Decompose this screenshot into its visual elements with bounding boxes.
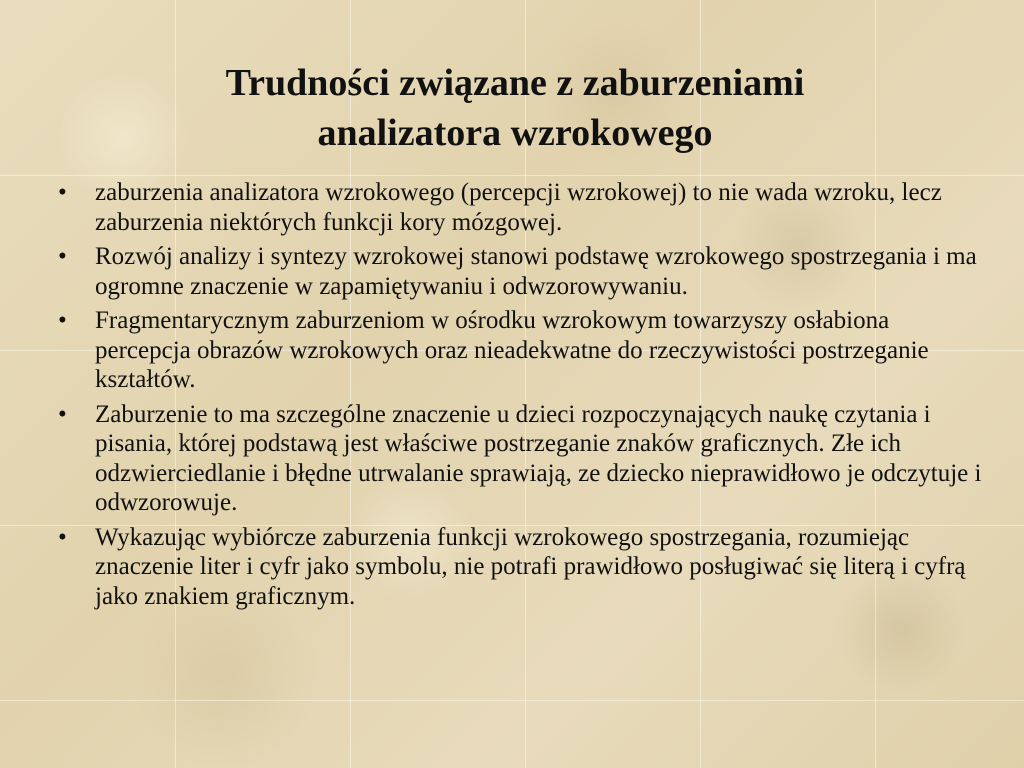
bullet-marker: • [58, 523, 67, 551]
bullet-text: Rozwój analizy i syntezy wzrokowej stanowi podstawę wzrokowego spostrzegania i ma ogromne znaczenie w zapamiętywaniu i odwzorowywaniu. [95, 243, 977, 300]
bullet-marker: • [58, 400, 67, 428]
bullet-marker: • [58, 243, 67, 270]
bullet-item [58, 242, 988, 301]
background-tile-seam [0, 700, 1024, 701]
bullet-item [58, 306, 988, 395]
bullet-marker: • [58, 179, 67, 206]
bullet-list [58, 178, 988, 616]
bullet-text: Wykazując wybiórcze zaburzenia funkcji wzrokowego spostrzegania, rozumiejąc znaczenie liter i cyfr jako symbolu, nie potrafi prawidłowo posługiwać się literą i cyfrą jako znakiem graficznym. [95, 523, 966, 610]
slide-title-line: Trudności związane z zaburzeniami [225, 62, 805, 104]
bullet-text: Fragmentarycznym zaburzeniom w ośrodku wzrokowym towarzyszy osłabiona percepcja obrazów wzrokowych oraz nieadekwatne do rzeczywistości postrzeganie kształtów. [95, 307, 929, 393]
bullet-item [58, 178, 988, 237]
slide-title [60, 58, 970, 158]
bullet-text: Zaburzenie to ma szczególne znaczenie u dzieci rozpoczynających naukę czytania i pisania, której podstawą jest właściwe postrzeganie znaków graficznych. Złe ich odzwierciedlanie i błędne utrwalanie sprawiają, ze dziecko nieprawidłowo je odczytuje i odwzorowuje. [95, 400, 982, 516]
bullet-marker: • [58, 307, 67, 334]
bullet-item [58, 400, 988, 518]
background-tile-seam [0, 175, 1024, 176]
bullet-item [58, 523, 988, 612]
slide-title-line: analizatora wzrokowego [317, 112, 713, 154]
bullet-text: zaburzenia analizatora wzrokowego (percepcji wzrokowej) to nie wada wzroku, lecz zaburzenia niektórych funkcji kory mózgowej. [95, 179, 942, 236]
